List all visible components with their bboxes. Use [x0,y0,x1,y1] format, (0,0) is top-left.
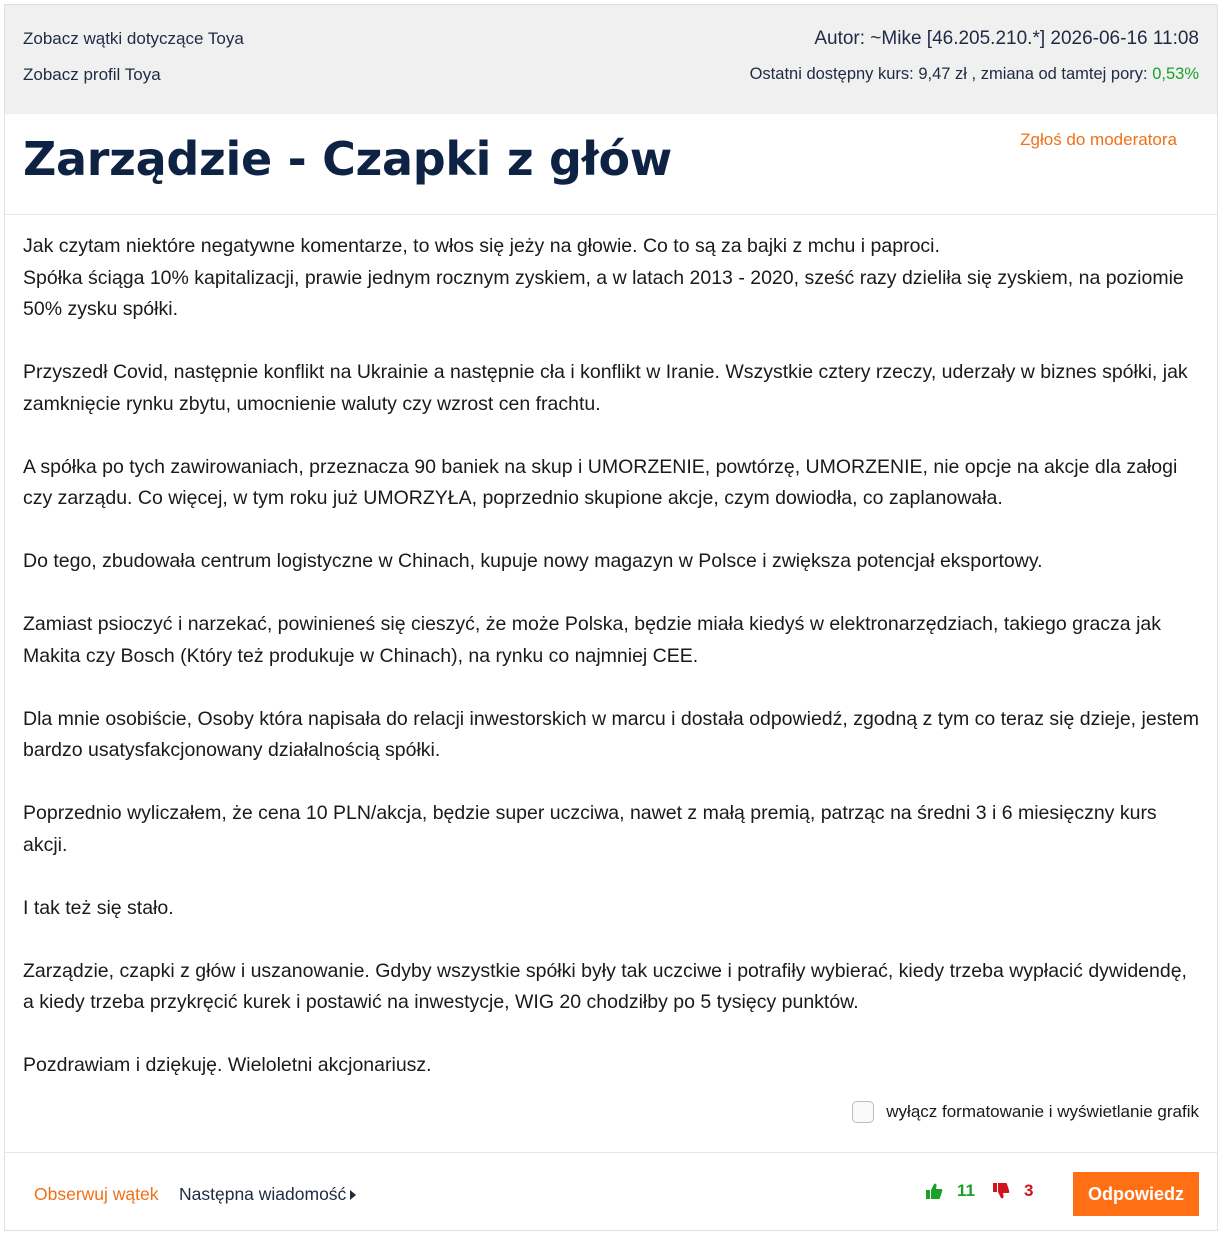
downvote-button[interactable] [992,1181,1033,1201]
post-paragraph: Przyszedł Covid, następnie konflikt na Ukrainie a następnie cła i konflikt w Iranie. Wszystkie cztery rzeczy, uderzały w biznes spółki, jak zamknięcie rynku zbytu, umocnienie waluty czy wzrost cen frachtu. [23,361,1188,415]
thumbs-down-icon [992,1182,1010,1200]
price-label: Ostatni dostępny kurs: 9,47 zł , zmiana od tamtej pory: [749,65,1153,83]
follow-thread-link[interactable]: Obserwuj wątek [34,1184,159,1204]
post-paragraph: A spółka po tych zawirowaniach, przeznacza 90 baniek na skup i UMORZENIE, powtórzę, UMORZENIE, nie opcje na akcje dla załogi czy zarządu. Co więcej, w tym roku już UMORZYŁA, poprzednio skupione akcje, czym dowiodła, co zaplanowała. [23,455,1178,509]
post-paragraph: Zarządzie, czapki z głów i uszanowanie. Gdyby wszystkie spółki były tak uczciwe i potrafiły wybierać, kiedy trzeba wypłacić dywidendę, a kiedy trzeba przykręcić kurek i postawić na inwestycje, WIG 20 chodziłby po 5 tysięcy punktów. [23,959,1187,1013]
thumbs-up-icon [925,1182,943,1200]
post-paragraph: Pozdrawiam i dziękuję. Wieloletni akcjonariusz. [23,1054,432,1076]
post-paragraph: Poprzednio wyliczałem, że cena 10 PLN/akcja, będzie super uczciwa, nawet z małą premią, patrząc na średni 3 i 6 miesięczny kurs akcji. [23,802,1157,856]
format-toggle-row [852,1101,1199,1123]
post-line: Jak czytam niektóre negatywne komentarze, to włos się jeży na głowie. Co to są za bajki z mchu i paproci. [23,235,940,257]
post-body [23,231,1203,1113]
post-paragraph: I tak też się stało. [23,896,174,919]
reply-button[interactable]: Odpowiedz [1073,1172,1199,1216]
post-paragraph: Zamiast psioczyć i narzekać, powinieneś się cieszyć, że może Polska, będzie miała kiedyś w elektronarzędziach, takiego gracza jak Makita czy Bosch (Który też produkuje w Chinach), na rynku co najmniej CEE. [23,613,1161,667]
downvote-count: 3 [1024,1181,1034,1200]
company-threads-link[interactable]: Zobacz wątki dotyczące Toya [23,29,244,48]
caret-right-icon [350,1190,356,1200]
post-paragraph: Dla mnie osobiście, Osoby która napisała do relacji inwestorskich w marcu i dostała odpowiedź, zgodną z tym co teraz się dzieje, jestem bardzo usatysfakcjonowany działalnością spółki. [23,707,1199,761]
post-card [4,4,1218,1231]
format-toggle-checkbox[interactable] [852,1101,874,1123]
post-paragraph: Do tego, zbudowała centrum logistyczne w Chinach, kupuje nowy magazyn w Polsce i zwiększa potencjał eksportowy. [23,550,1043,572]
next-message-link[interactable] [179,1184,356,1205]
post-title: Zarządzie - Czapki z głów [23,132,672,186]
post-line: Spółka ściąga 10% kapitalizacji, prawie jednym rocznym zyskiem, a w latach 2013 - 2020, sześć razy dzieliła się zyskiem, na poziomie 50% zysku spółki. [23,266,1184,320]
price-info [750,65,1199,84]
post-paragraph [23,231,1203,326]
title-row [5,114,1217,215]
upvote-button[interactable] [925,1181,975,1201]
report-to-moderator-link[interactable]: Zgłoś do moderatora [1020,130,1177,149]
company-profile-link[interactable]: Zobacz profil Toya [23,65,161,84]
format-toggle-label[interactable]: wyłącz formatowanie i wyświetlanie grafik [886,1102,1199,1121]
post-meta-bar [5,5,1217,114]
upvote-count: 11 [957,1181,975,1200]
next-message-label: Następna wiadomość [179,1184,347,1204]
price-change: 0,53% [1152,65,1199,83]
post-footer [5,1152,1217,1230]
post-author-info: Autor: ~Mike [46.205.210.*] 2026-06-16 11:08 [814,28,1199,49]
